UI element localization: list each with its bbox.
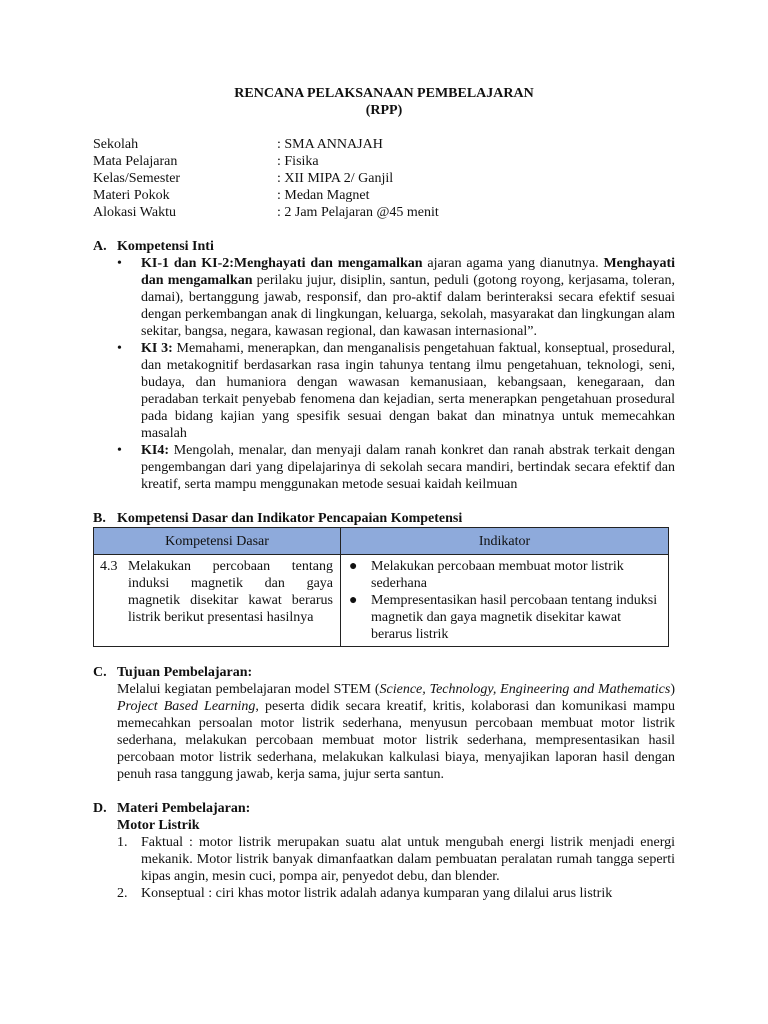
- section-heading: [93, 800, 675, 817]
- ki4-text: Mengolah, menalar, dan menyaji dalam ranah konkret dan ranah abstrak terkait dengan pengembangan dari yang dipelajarinya di sekolah secara mandiri, bertindak secara efektif dan kreatif, serta mampu menggunakan metode sesuai kaidah keilmuan: [141, 443, 675, 492]
- item-text: Faktual : motor listrik merupakan suatu alat untuk mengubah energi listrik menjadi energi mekanik. Motor listrik banyak dimanfaatkan dalam pembuatan peralatan rumah tangga seperti kipas angin, mesin cuci, pompa air, penyedot debu, dan blender.: [141, 835, 675, 884]
- ki2-label: Menghayati dan mengamalkan: [141, 256, 675, 288]
- item-text: Konseptual : ciri khas motor listrik adalah adanya kumparan yang dilalui arus listrik: [141, 886, 613, 901]
- section-learning-objectives: [93, 664, 675, 783]
- list-item: [117, 885, 675, 902]
- section-title: Kompetensi Dasar dan Indikator Pencapaian Kompetensi: [117, 511, 463, 526]
- section-basic-competence: [93, 510, 675, 647]
- list-item-ki4: [117, 442, 675, 493]
- competence-text: Melakukan percobaan tentang induksi magnetik dan gaya magnetik disekitar kawat berarus listrik berikut presentasi hasilnya: [128, 559, 333, 625]
- ki1-label: KI-1 dan KI-2:Menghayati dan mengamalkan: [141, 256, 423, 271]
- ki3-text: Memahami, menerapkan, dan menganalisis pengetahuan faktual, konseptual, prosedural, dan metakognitif berdasarkan rasa ingin tahunya tentang ilmu pengetahuan, teknologi, seni, budaya, dan humaniora dengan wawasan kemanusiaan, kebangsaan, kenegaraan, dan peradaban terkait penyebab fenomena dan kejadian, serta menerapkan pengetahuan prosedural pada bidang kajian yang spesifik sesuai dengan bakat dan minatnya untuk memecahkan masalah: [141, 341, 676, 441]
- column-header-indicator: Indikator: [341, 528, 669, 555]
- objectives-italic-2: Project Based Learning: [117, 699, 256, 714]
- bullet-icon: •: [117, 443, 122, 458]
- section-learning-material: [93, 800, 675, 902]
- indicator-item: [347, 592, 662, 643]
- section-title: Kompetensi Inti: [117, 239, 214, 254]
- indicator-text: Mempresentasikan hasil percobaan tentang induksi magnetik dan gaya magnetik disekitar kawat berarus listrik: [371, 593, 658, 642]
- objectives-text-3: , peserta didik secara kreatif, kritis, kolaborasi dan komunikasi mampu memecahkan persoalan motor listrik sederhana, menyusun percobaan membuat motor listrik sederhana, melakukan percobaan membuat motor listrik sederhana, mempresentasikan hasil percobaan motor listrik sederhana, melakukan kalkulasi biaya, menyajikan laporan hasil dengan penuh rasa tanggung jawab, kerja sama, jujur serta santun.: [117, 699, 675, 782]
- objectives-italic-1: Science, Technology, Engineering and Mathematics: [379, 682, 671, 697]
- identity-block: [93, 136, 675, 221]
- section-letter: A.: [93, 239, 107, 254]
- material-list: [93, 834, 675, 902]
- section-heading: [93, 510, 675, 527]
- meta-row-school: [93, 136, 675, 153]
- indicator-cell: [341, 555, 669, 647]
- competence-table: [93, 527, 669, 647]
- meta-label: Materi Pokok: [93, 188, 170, 203]
- bullet-icon: ●: [349, 593, 358, 608]
- column-header-competence: Kompetensi Dasar: [94, 528, 341, 555]
- ki4-label: KI4:: [141, 443, 169, 458]
- competence-cell: [94, 555, 341, 647]
- meta-label: Mata Pelajaran: [93, 154, 178, 169]
- ki3-label: KI 3:: [141, 341, 173, 356]
- ki1-text: ajaran agama yang dianutnya.: [422, 256, 604, 271]
- table-header-row: [94, 528, 669, 555]
- list-item-ki3: [117, 340, 675, 442]
- list-item: [117, 834, 675, 885]
- objectives-text-2: ): [670, 682, 676, 697]
- list-item-ki1: [117, 255, 675, 340]
- meta-value: : XII MIPA 2/ Ganjil: [277, 171, 394, 186]
- document-title: RENCANA PELAKSANAAN PEMBELAJARAN: [234, 86, 534, 101]
- section-core-competence: [93, 238, 675, 493]
- objectives-text-1: Melalui kegiatan pembelajaran model STEM (: [117, 682, 380, 697]
- section-heading: [93, 238, 675, 255]
- section-title: Tujuan Pembelajaran:: [117, 665, 253, 680]
- item-number: 2.: [117, 886, 128, 901]
- competence-number: 4.3: [100, 559, 118, 574]
- meta-label: Alokasi Waktu: [93, 205, 176, 220]
- section-letter: D.: [93, 801, 107, 816]
- section-heading: [93, 664, 675, 681]
- indicator-text: Melakukan percobaan membuat motor listrik sederhana: [371, 559, 624, 591]
- material-subheading: Motor Listrik: [117, 818, 200, 833]
- section-letter: B.: [93, 511, 106, 526]
- meta-label: Kelas/Semester: [93, 171, 181, 186]
- meta-row-topic: [93, 187, 675, 204]
- ki2-text: perilaku jujur, disiplin, santun, peduli (gotong royong, kerjasama, toleran, damai), bertanggung jawab, responsif, dan pro-aktif dalam berinteraksi secara efektif sesuai dengan perkembangan anak di lingkungan, keluarga, sekolah, masyarakat dan lingkungan alam sekitar, bangsa, negara, kawasan regional, dan kawasan internasional”.: [141, 273, 675, 339]
- table-row: [94, 555, 669, 647]
- section-title: Materi Pembelajaran:: [117, 801, 251, 816]
- indicator-item: [347, 558, 662, 592]
- objectives-paragraph: [93, 681, 675, 783]
- item-number: 1.: [117, 835, 128, 850]
- meta-row-time: [93, 204, 675, 221]
- meta-value: : SMA ANNAJAH: [277, 137, 383, 152]
- meta-value: : Medan Magnet: [277, 188, 370, 203]
- meta-row-subject: [93, 153, 675, 170]
- meta-label: Sekolah: [93, 137, 139, 152]
- meta-row-class: [93, 170, 675, 187]
- document-subtitle: (RPP): [365, 103, 403, 118]
- meta-value: : Fisika: [277, 154, 319, 169]
- bullet-icon: ●: [349, 559, 358, 574]
- bullet-icon: •: [117, 256, 122, 271]
- section-letter: C.: [93, 665, 107, 680]
- bullet-icon: •: [117, 341, 122, 356]
- meta-value: : 2 Jam Pelajaran @45 menit: [277, 205, 439, 220]
- core-competence-list: [93, 255, 675, 493]
